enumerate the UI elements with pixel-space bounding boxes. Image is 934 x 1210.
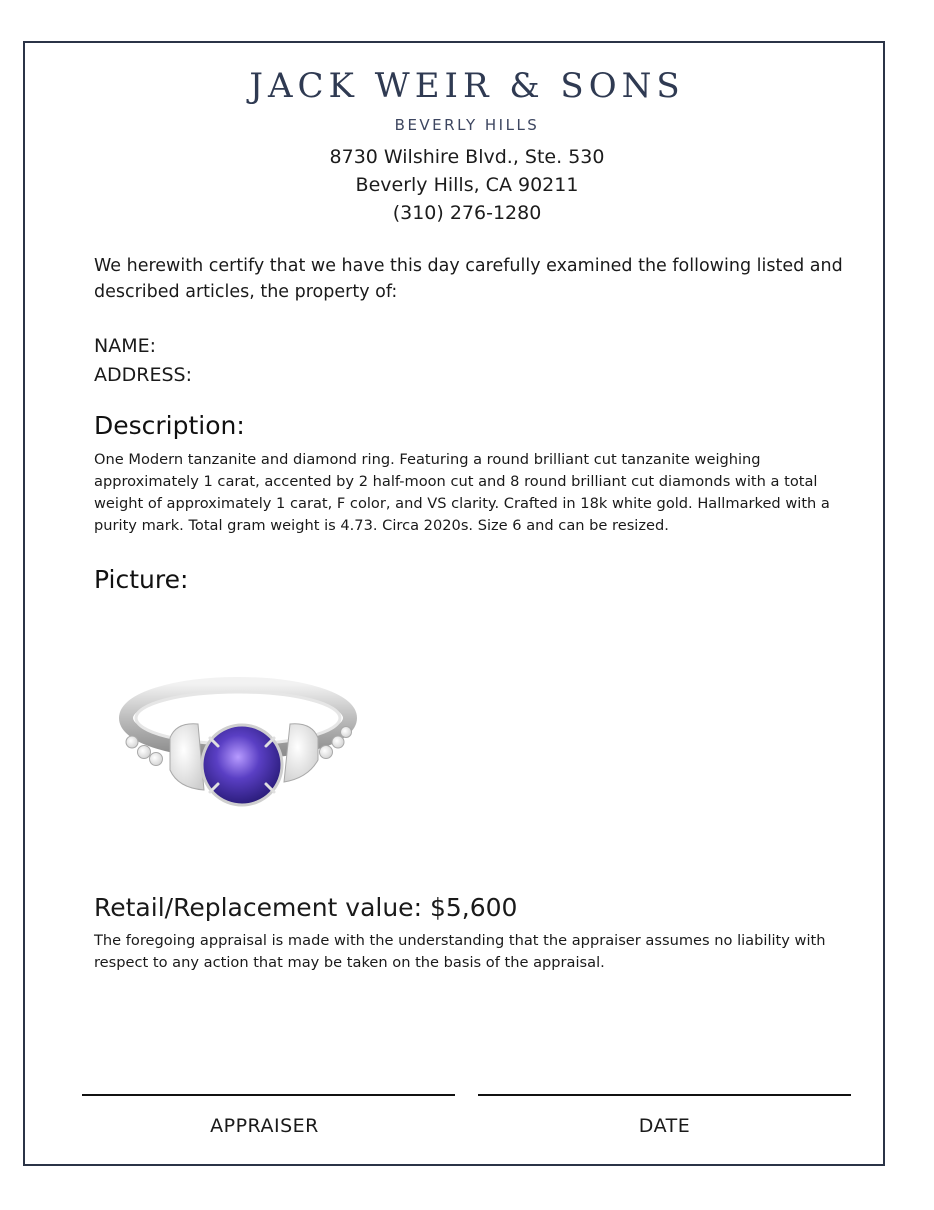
appraiser-signature-line: [82, 1094, 455, 1096]
address-line-2: Beverly Hills, CA 90211: [355, 174, 579, 196]
retail-value-label: Retail/Replacement value:: [94, 893, 422, 922]
ring-photo: [118, 660, 368, 840]
address-line-1: 8730 Wilshire Blvd., Ste. 530: [329, 146, 605, 168]
retail-value: [94, 893, 517, 922]
retail-value-amount: $5,600: [429, 893, 518, 922]
address-label: ADDRESS:: [94, 364, 192, 386]
brand-location: BEVERLY HILLS: [394, 116, 540, 134]
date-signature-line: [478, 1094, 851, 1096]
description-text: One Modern tanzanite and diamond ring. Featuring a round brilliant cut tanzanite weighing approximately 1 carat, accented by 2 half-moon cut and 8 round brilliant cut diamonds with a total weight of approximately 1 carat, F color, and VS clarity. Crafted in 18k white gold. Hallmarked with a purity mark. Total gram weight is 4.73. Circa 2020s. Size 6 and can be resized.: [94, 451, 830, 534]
name-label: NAME:: [94, 335, 157, 357]
picture-heading: Picture:: [94, 565, 189, 594]
disclaimer-text: The foregoing appraisal is made with the understanding that the appraiser assumes no liability with respect to any action that may be taken on the basis of the appraisal.: [94, 932, 826, 971]
date-label: DATE: [638, 1115, 691, 1137]
phone-number: (310) 276-1280: [392, 202, 542, 224]
brand-name: JACK WEIR & SONS: [249, 66, 685, 106]
certification-statement: We herewith certify that we have this day carefully examined the following listed and described articles, the property of:: [94, 256, 843, 302]
appraiser-label: APPRAISER: [210, 1115, 319, 1137]
description-heading: Description:: [94, 411, 245, 440]
